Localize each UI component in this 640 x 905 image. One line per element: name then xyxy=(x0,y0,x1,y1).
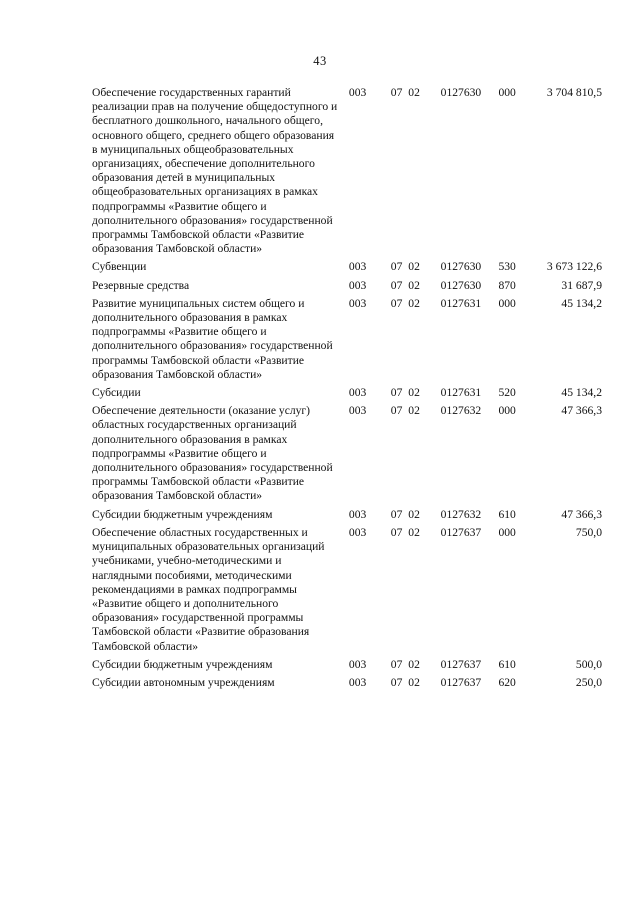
item-name: Развитие муниципальных систем общего и дополнительного образования в рамках подпрограммы «Развитие общего и дополнительного образования» государственной программы Тамбовской области «Развитие образования Тамбовской области» xyxy=(92,296,333,381)
amount: 500,0 xyxy=(575,657,602,671)
section-code: 07 02 xyxy=(390,296,420,310)
expense-type-code: 000 xyxy=(498,525,516,539)
budget-table xyxy=(92,86,602,690)
expense-type-code: 620 xyxy=(498,675,516,689)
expense-type-code: 610 xyxy=(498,507,516,521)
item-name: Субсидии бюджетным учреждениям xyxy=(92,507,273,521)
item-name: Субсидии xyxy=(92,386,141,400)
amount: 250,0 xyxy=(575,675,602,689)
item-name: Субсидии автономным учреждениям xyxy=(92,675,275,689)
section-code: 07 02 xyxy=(390,507,420,521)
department-code: 003 xyxy=(348,675,367,689)
target-article-code: 0127630 xyxy=(440,278,482,292)
page-number: 43 xyxy=(313,54,327,68)
target-article-code: 0127632 xyxy=(440,507,482,521)
amount: 31 687,9 xyxy=(561,278,602,292)
table-row xyxy=(92,386,602,400)
department-code: 003 xyxy=(348,507,367,521)
target-article-code: 0127637 xyxy=(440,525,482,539)
department-code: 003 xyxy=(348,86,367,99)
section-code: 07 02 xyxy=(390,675,420,689)
table-row xyxy=(92,658,602,672)
section-code: 07 02 xyxy=(390,657,420,671)
item-name: Обеспечение областных государственных и муниципальных образовательных организаций учебниками, учебно-методическими и наглядными пособиями, методическими рекомендациями в рамках подпрограммы «Развитие общего и дополнительного образования» государственной программы Тамбовской области «Развитие образования Тамбовской области» xyxy=(92,525,325,653)
section-code: 07 02 xyxy=(390,260,420,274)
expense-type-code: 520 xyxy=(498,386,516,400)
amount: 750,0 xyxy=(575,525,602,539)
amount: 45 134,2 xyxy=(561,296,602,310)
table-row xyxy=(92,279,602,293)
target-article-code: 0127632 xyxy=(440,404,482,418)
amount: 3 673 122,6 xyxy=(546,260,602,274)
department-code: 003 xyxy=(348,260,367,274)
table-row xyxy=(92,86,602,256)
amount: 3 704 810,5 xyxy=(546,86,602,99)
table-row xyxy=(92,297,602,382)
item-name: Субвенции xyxy=(92,260,147,274)
expense-type-code: 000 xyxy=(498,404,516,418)
department-code: 003 xyxy=(348,657,367,671)
department-code: 003 xyxy=(348,404,367,418)
amount: 45 134,2 xyxy=(561,386,602,400)
table-row xyxy=(92,676,602,690)
target-article-code: 0127630 xyxy=(440,260,482,274)
expense-type-code: 870 xyxy=(498,278,516,292)
department-code: 003 xyxy=(348,278,367,292)
amount: 47 366,3 xyxy=(561,507,602,521)
item-name: Обеспечение деятельности (оказание услуг) областных государственных организаций дополнительного образования в рамках подпрограммы «Развитие общего и дополнительного образования» государственной программы Тамбовской области «Развитие образования Тамбовской области» xyxy=(92,404,333,503)
target-article-code: 0127631 xyxy=(440,296,482,310)
table-row xyxy=(92,260,602,274)
section-code: 07 02 xyxy=(390,404,420,418)
expense-type-code: 610 xyxy=(498,657,516,671)
table-row xyxy=(92,404,602,503)
section-code: 07 02 xyxy=(390,278,420,292)
department-code: 003 xyxy=(348,296,367,310)
expense-type-code: 000 xyxy=(498,86,516,99)
expense-type-code: 530 xyxy=(498,260,516,274)
table-row xyxy=(92,526,602,654)
item-name: Субсидии бюджетным учреждениям xyxy=(92,657,273,671)
section-code: 07 02 xyxy=(390,386,420,400)
target-article-code: 0127631 xyxy=(440,386,482,400)
item-name: Обеспечение государственных гарантий реализации прав на получение общедоступного и бесплатного дошкольного, начального общего, основного общего, среднего общего образования в муниципальных общеобразовательных организациях, обеспечение дополнительного образования детей в муниципальных общеобразовательных организациях в рамках подпрограммы «Развитие общего и дополнительного образования» государственной программы Тамбовской области «Развитие образования Тамбовской области» xyxy=(92,86,338,256)
department-code: 003 xyxy=(348,386,367,400)
target-article-code: 0127637 xyxy=(440,657,482,671)
section-code: 07 02 xyxy=(390,86,420,99)
amount: 47 366,3 xyxy=(561,404,602,418)
item-name: Резервные средства xyxy=(92,278,190,292)
target-article-code: 0127630 xyxy=(440,86,482,99)
expense-type-code: 000 xyxy=(498,296,516,310)
section-code: 07 02 xyxy=(390,525,420,539)
target-article-code: 0127637 xyxy=(440,675,482,689)
table-row xyxy=(92,508,602,522)
department-code: 003 xyxy=(348,525,367,539)
